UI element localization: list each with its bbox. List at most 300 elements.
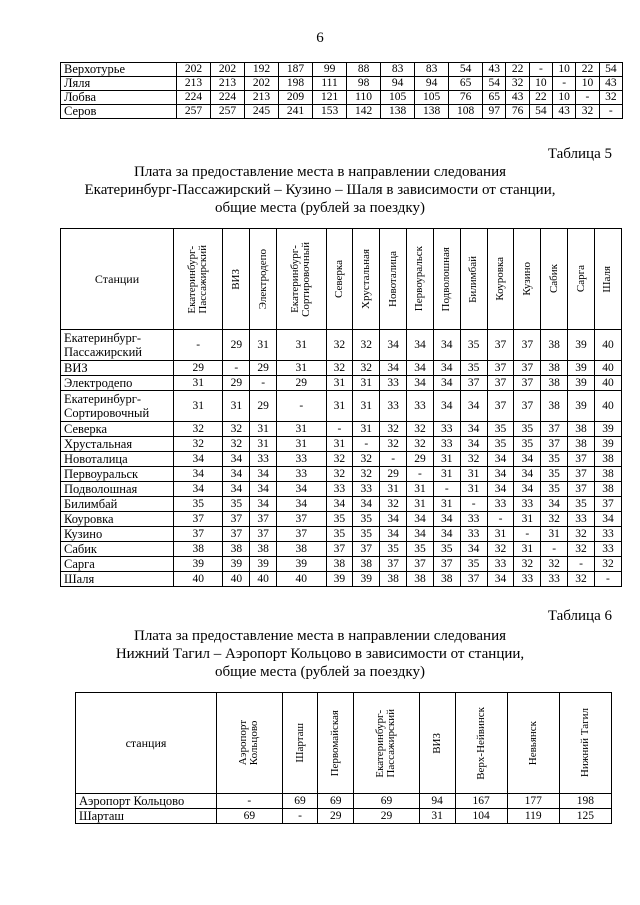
column-header-wrap	[420, 693, 455, 793]
fare-cell: 69	[354, 794, 420, 809]
fare-cell: 31	[326, 437, 353, 452]
table-6-title-line: Нижний Тагил – Аэропорт Кольцово в зависимости от станции,	[115, 646, 525, 662]
fare-cell: 22	[529, 91, 552, 105]
fare-cell: 241	[279, 105, 313, 119]
fare-cell: 29	[380, 467, 407, 482]
column-header-wrap	[560, 693, 611, 793]
fare-cell: 34	[407, 330, 434, 361]
column-header-label: Верх-Нейвинск	[474, 706, 487, 780]
table-row	[61, 437, 622, 452]
table-row	[61, 391, 622, 422]
fare-cell: 33	[460, 512, 487, 527]
fare-cell: 33	[433, 422, 460, 437]
fare-cell: 105	[415, 91, 449, 105]
fare-cell: 32	[407, 437, 434, 452]
fare-cell: 35	[433, 542, 460, 557]
fare-cell: 31	[326, 391, 353, 422]
table-row	[61, 422, 622, 437]
column-header	[433, 229, 460, 330]
fare-cell: 257	[177, 105, 211, 119]
fare-cell: 32	[174, 422, 223, 437]
fare-cell: 69	[282, 794, 318, 809]
fare-cell: -	[433, 482, 460, 497]
fare-cell: 119	[507, 809, 559, 824]
fare-cell: 110	[347, 91, 381, 105]
fare-cell: 153	[313, 105, 347, 119]
fare-cell: 37	[568, 467, 595, 482]
column-header-label: Первоуральск	[413, 246, 426, 312]
fare-cell: 38	[433, 572, 460, 587]
fare-cell: 35	[223, 497, 250, 512]
fare-cell: 35	[487, 437, 514, 452]
fare-cell: 54	[529, 105, 552, 119]
fare-cell: 121	[313, 91, 347, 105]
fare-cell: 32	[326, 467, 353, 482]
fare-cell: 10	[576, 77, 599, 91]
column-header-label: Новоталица	[386, 251, 399, 307]
table-row	[61, 452, 622, 467]
table-row	[61, 77, 623, 91]
fare-cell: 37	[250, 527, 277, 542]
column-header-label: Сарга	[574, 265, 587, 293]
station-cell: Северка	[61, 422, 174, 437]
fare-cell: 65	[449, 77, 483, 91]
fare-cell: 31	[419, 809, 455, 824]
fare-cell: 10	[529, 77, 552, 91]
fare-cell: 224	[177, 91, 211, 105]
station-cell: ВИЗ	[61, 361, 174, 376]
fare-cell: 40	[223, 572, 250, 587]
fare-cell: 34	[174, 467, 223, 482]
fare-cell: 38	[174, 542, 223, 557]
column-header	[277, 229, 326, 330]
fare-cell: 38	[353, 557, 380, 572]
fare-cell: 34	[277, 497, 326, 512]
fare-cell: -	[174, 330, 223, 361]
fare-cell: 35	[326, 527, 353, 542]
fare-cell: 37	[433, 557, 460, 572]
fare-cell: 33	[250, 452, 277, 467]
fare-cell: 245	[245, 105, 279, 119]
table-5-title-line: Екатеринбург-Пассажирский – Кузино – Шаля в зависимости от станции,	[84, 182, 556, 198]
fare-cell: 34	[433, 376, 460, 391]
fare-cell: 34	[407, 361, 434, 376]
fare-cell: 94	[381, 77, 415, 91]
station-cell: Кузино	[61, 527, 174, 542]
table-row	[61, 330, 622, 361]
fare-cell: 37	[514, 330, 541, 361]
fare-cell: 38	[407, 572, 434, 587]
column-header-label: Невьянск	[526, 720, 539, 766]
fare-cell: 39	[353, 572, 380, 587]
fare-cell: 43	[506, 91, 529, 105]
fare-cell: 32	[353, 452, 380, 467]
fare-cell: 32	[326, 452, 353, 467]
fare-cell: 31	[380, 482, 407, 497]
table-row	[61, 105, 623, 119]
column-header	[559, 693, 611, 794]
fare-cell: 35	[541, 467, 568, 482]
column-header-wrap	[488, 229, 514, 329]
column-header	[217, 693, 283, 794]
table-6	[75, 692, 612, 824]
fare-cell: 54	[599, 63, 622, 77]
fare-cell: 37	[487, 376, 514, 391]
fare-cell: 34	[250, 482, 277, 497]
station-cell: Ляля	[61, 77, 177, 91]
column-header	[594, 229, 621, 330]
fare-cell: 33	[380, 391, 407, 422]
column-header	[318, 693, 354, 794]
fare-cell: 33	[487, 557, 514, 572]
table-5-title-line: общие места (рублей за поездку)	[215, 200, 425, 216]
column-header-wrap	[327, 229, 353, 329]
station-cell: Подволошная	[61, 482, 174, 497]
table-5-caption: Таблица 5	[547, 146, 612, 162]
fare-cell: 83	[381, 63, 415, 77]
fare-cell: 37	[568, 482, 595, 497]
station-cell: Хрустальная	[61, 437, 174, 452]
column-header	[250, 229, 277, 330]
fare-cell: -	[353, 437, 380, 452]
column-header	[354, 693, 420, 794]
fare-cell: 54	[483, 77, 506, 91]
fare-cell: 31	[250, 330, 277, 361]
fare-cell: 35	[407, 542, 434, 557]
fare-cell: -	[250, 376, 277, 391]
fare-cell: 32	[460, 452, 487, 467]
column-header-label: Екатеринбург- Пассажирский	[186, 244, 210, 314]
fare-cell: 37	[487, 391, 514, 422]
fare-cell: -	[277, 391, 326, 422]
fare-cell: 38	[568, 437, 595, 452]
column-header	[568, 229, 595, 330]
table-6-title-line: Плата за предоставление места в направлении следования	[133, 628, 507, 644]
column-header-wrap	[407, 229, 433, 329]
fare-cell: -	[576, 91, 599, 105]
fare-cell: 31	[514, 512, 541, 527]
fare-cell: 187	[279, 63, 313, 77]
fare-cell: 33	[277, 467, 326, 482]
station-cell: Билимбай	[61, 497, 174, 512]
fare-cell: 29	[277, 376, 326, 391]
fare-cell: 32	[326, 330, 353, 361]
station-cell: Сарга	[61, 557, 174, 572]
fare-cell: 32	[380, 497, 407, 512]
column-header-label: Кузино	[520, 262, 533, 296]
fare-cell: 33	[514, 497, 541, 512]
fare-cell: 39	[594, 422, 621, 437]
fare-cell: 37	[514, 361, 541, 376]
fare-cell: 39	[568, 376, 595, 391]
station-cell: Лобва	[61, 91, 177, 105]
column-header-wrap	[283, 693, 318, 793]
fare-cell: 31	[433, 467, 460, 482]
table-row	[61, 542, 622, 557]
fare-cell: 142	[347, 105, 381, 119]
column-header-label: Электродепо	[256, 248, 269, 310]
fare-cell: 34	[326, 497, 353, 512]
fare-cell: 31	[407, 482, 434, 497]
table-row	[61, 376, 622, 391]
fare-cell: 34	[353, 497, 380, 512]
fare-cell: 34	[223, 452, 250, 467]
fare-cell: 33	[594, 542, 621, 557]
fare-cell: 35	[541, 452, 568, 467]
fare-cell: 34	[460, 542, 487, 557]
column-header-label: ВИЗ	[430, 732, 443, 754]
fare-cell: 177	[507, 794, 559, 809]
fare-cell: 192	[245, 63, 279, 77]
fare-cell: 34	[487, 452, 514, 467]
table-row	[61, 63, 623, 77]
fare-cell: 43	[599, 77, 622, 91]
station-cell: Аэропорт Кольцово	[76, 794, 217, 809]
fare-cell: 34	[460, 437, 487, 452]
column-header-label: Аэропорт Кольцово	[237, 720, 261, 766]
fare-cell: 35	[460, 361, 487, 376]
header-stations-label: станция	[76, 693, 217, 794]
fare-cell: 37	[541, 437, 568, 452]
fare-cell: 37	[174, 527, 223, 542]
fare-cell: 10	[553, 91, 576, 105]
fare-cell: 34	[407, 527, 434, 542]
column-header-label: Подволошная	[440, 246, 453, 312]
fare-cell: 32	[514, 557, 541, 572]
fare-cell: 34	[487, 467, 514, 482]
fare-cell: 37	[487, 330, 514, 361]
fare-cell: 31	[514, 542, 541, 557]
fare-cell: 31	[353, 391, 380, 422]
fare-cell: 35	[174, 497, 223, 512]
column-header-label: Шаля	[601, 265, 614, 293]
fare-cell: 33	[487, 497, 514, 512]
station-cell: Серов	[61, 105, 177, 119]
fare-cell: 138	[415, 105, 449, 119]
fare-cell: 37	[223, 512, 250, 527]
fare-cell: 34	[407, 376, 434, 391]
fare-cell: 33	[460, 527, 487, 542]
fare-cell: 31	[277, 361, 326, 376]
fare-cell: 31	[433, 452, 460, 467]
fare-cell: 31	[174, 376, 223, 391]
fare-cell: 33	[407, 391, 434, 422]
column-header-label: Билимбай	[467, 255, 480, 303]
header-row	[76, 693, 612, 794]
fare-cell: 83	[415, 63, 449, 77]
table-row	[76, 794, 612, 809]
fare-cell: 37	[277, 512, 326, 527]
column-header-wrap	[354, 693, 419, 793]
table-row	[61, 527, 622, 542]
column-header	[380, 229, 407, 330]
column-header	[514, 229, 541, 330]
fare-cell: 213	[211, 77, 245, 91]
column-header	[419, 693, 455, 794]
column-header	[326, 229, 353, 330]
fare-cell: 35	[353, 527, 380, 542]
fare-cell: 33	[568, 512, 595, 527]
fare-cell: 34	[223, 467, 250, 482]
column-header-wrap	[514, 229, 540, 329]
fare-cell: 40	[594, 361, 621, 376]
fare-cell: 209	[279, 91, 313, 105]
fare-cell: 99	[313, 63, 347, 77]
fare-cell: 32	[380, 422, 407, 437]
fare-cell: 32	[568, 572, 595, 587]
fare-cell: 33	[541, 572, 568, 587]
fare-cell: 34	[380, 361, 407, 376]
fare-cell: 32	[174, 437, 223, 452]
table-row	[61, 482, 622, 497]
fare-cell: 38	[541, 330, 568, 361]
fare-cell: 35	[514, 422, 541, 437]
fare-cell: 125	[559, 809, 611, 824]
fare-cell: 38	[250, 542, 277, 557]
fare-cell: 32	[487, 542, 514, 557]
fare-cell: 31	[277, 330, 326, 361]
fare-cell: -	[541, 542, 568, 557]
fare-cell: 43	[553, 105, 576, 119]
column-header-wrap	[217, 693, 282, 793]
table-row	[61, 512, 622, 527]
station-cell: Екатеринбург- Пассажирский	[61, 330, 174, 361]
fare-cell: 31	[460, 482, 487, 497]
fare-cell: 33	[326, 482, 353, 497]
column-header	[223, 229, 250, 330]
fare-cell: 39	[277, 557, 326, 572]
table-row	[61, 497, 622, 512]
fare-cell: 34	[174, 452, 223, 467]
column-header	[353, 229, 380, 330]
fare-cell: 39	[568, 391, 595, 422]
fare-cell: 40	[594, 391, 621, 422]
fare-cell: 37	[223, 527, 250, 542]
fare-cell: 34	[433, 330, 460, 361]
fare-cell: 39	[568, 361, 595, 376]
fare-cell: 167	[455, 794, 507, 809]
fare-cell: 37	[250, 512, 277, 527]
fare-cell: 32	[326, 361, 353, 376]
fare-cell: 37	[353, 542, 380, 557]
column-header-wrap	[250, 229, 276, 329]
fare-cell: 32	[568, 542, 595, 557]
fare-cell: 202	[211, 63, 245, 77]
fare-cell: -	[460, 497, 487, 512]
fare-cell: 34	[460, 422, 487, 437]
fare-cell: 29	[318, 809, 354, 824]
fare-cell: 34	[250, 467, 277, 482]
fare-cell: 105	[381, 91, 415, 105]
fare-cell: 43	[483, 63, 506, 77]
table-row	[76, 809, 612, 824]
station-cell: Первоуральск	[61, 467, 174, 482]
fare-cell: 198	[279, 77, 313, 91]
fare-cell: 31	[353, 422, 380, 437]
column-header-label: Северка	[332, 260, 345, 298]
fare-cell: 202	[177, 63, 211, 77]
fare-cell: 108	[449, 105, 483, 119]
fare-cell: 39	[174, 557, 223, 572]
fare-cell: 29	[223, 330, 250, 361]
fare-cell: 34	[174, 482, 223, 497]
fare-cell: 37	[326, 542, 353, 557]
fare-cell: 34	[514, 482, 541, 497]
table-row	[61, 467, 622, 482]
column-header-wrap	[174, 229, 222, 329]
fare-cell: 37	[460, 376, 487, 391]
fare-cell: -	[407, 467, 434, 482]
fare-cell: 76	[449, 91, 483, 105]
table-6-title	[0, 627, 640, 681]
fare-cell: 33	[514, 572, 541, 587]
column-header-wrap	[568, 229, 594, 329]
fare-cell: 38	[380, 572, 407, 587]
fare-cell: 31	[326, 376, 353, 391]
header-row	[61, 229, 622, 330]
fare-cell: 35	[353, 512, 380, 527]
fare-cell: 37	[594, 497, 621, 512]
fare-cell: 38	[568, 422, 595, 437]
station-cell: Екатеринбург- Сортировочный	[61, 391, 174, 422]
fare-cell: 35	[460, 557, 487, 572]
fare-cell: 31	[407, 497, 434, 512]
column-header	[174, 229, 223, 330]
fare-cell: 38	[594, 482, 621, 497]
fare-cell: 40	[277, 572, 326, 587]
fare-cell: 39	[223, 557, 250, 572]
fare-cell: 29	[174, 361, 223, 376]
fare-cell: 31	[223, 391, 250, 422]
fare-cell: 37	[514, 376, 541, 391]
fare-cell: 40	[594, 376, 621, 391]
column-header-wrap	[434, 229, 460, 329]
fare-cell: 76	[506, 105, 529, 119]
fare-cell: 32	[353, 467, 380, 482]
column-header-label: Сабик	[547, 264, 560, 294]
fare-cell: 34	[380, 527, 407, 542]
fare-cell: 39	[326, 572, 353, 587]
page-number: 6	[316, 30, 324, 46]
column-header-label: Екатеринбург- Сортировочный	[289, 241, 313, 317]
column-header-label: Хрустальная	[359, 249, 372, 309]
fare-cell: 34	[514, 452, 541, 467]
fare-cell: 37	[541, 422, 568, 437]
column-header	[541, 229, 568, 330]
column-header-wrap	[380, 229, 406, 329]
fare-cell: 34	[594, 512, 621, 527]
column-header-wrap	[277, 229, 325, 329]
column-header-wrap	[541, 229, 567, 329]
fare-cell: 37	[487, 361, 514, 376]
fare-cell: -	[326, 422, 353, 437]
column-header-label: Екатеринбург- Пассажирский	[374, 708, 398, 778]
fare-cell: 34	[460, 391, 487, 422]
station-cell: Шарташ	[76, 809, 217, 824]
fare-cell: 38	[541, 376, 568, 391]
column-header-label: Шарташ	[293, 723, 306, 763]
table-row	[61, 572, 622, 587]
fare-cell: 31	[277, 422, 326, 437]
header-stations-label: Станции	[61, 229, 174, 330]
column-header-wrap	[318, 693, 353, 793]
table-5-title	[0, 163, 640, 217]
fare-cell: 38	[594, 452, 621, 467]
fare-cell: 34	[380, 330, 407, 361]
fare-cell: 34	[514, 467, 541, 482]
fare-cell: 33	[433, 437, 460, 452]
fare-cell: 32	[541, 557, 568, 572]
